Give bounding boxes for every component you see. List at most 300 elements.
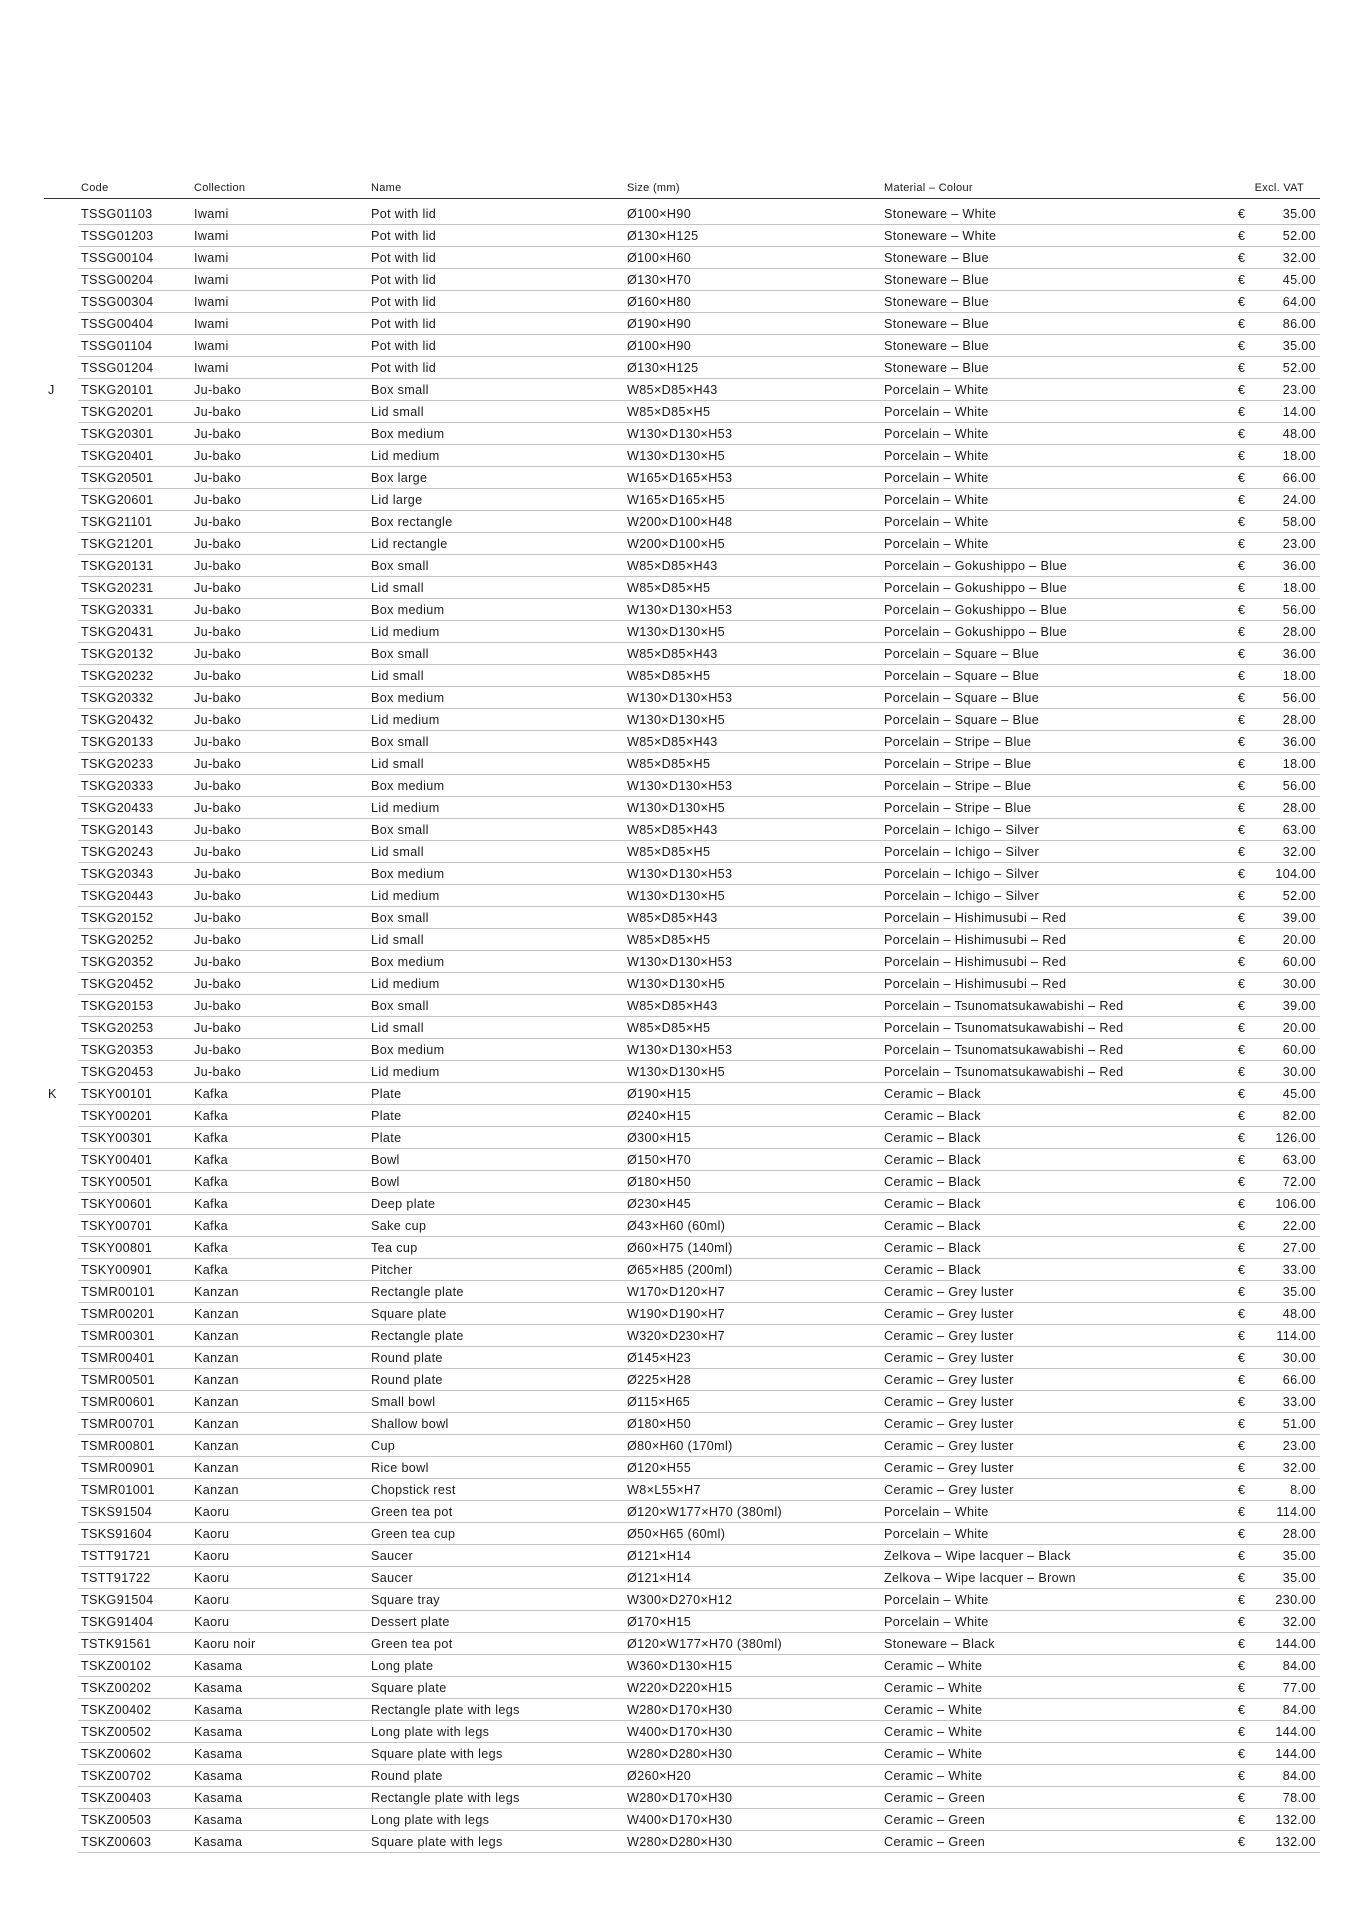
table-row [44,247,1320,269]
cell-code: TSKZ00402 [81,1703,152,1717]
cell-currency: € [1238,1813,1246,1827]
cell-code: TSTT91722 [81,1571,151,1585]
cell-code: TSSG01103 [81,207,153,221]
cell-price: 66.00 [1282,1373,1316,1387]
cell-price: 35.00 [1282,207,1316,221]
cell-currency: € [1238,1681,1246,1695]
cell-collection: Ju-bako [194,911,242,925]
cell-code: TSMR00201 [81,1307,155,1321]
cell-collection: Iwami [194,229,229,243]
table-row [44,621,1320,643]
cell-price: 132.00 [1275,1835,1316,1849]
cell-price: 18.00 [1282,757,1316,771]
header-material: Material – Colour [884,182,973,194]
cell-material: Ceramic – Grey luster [884,1285,1014,1299]
cell-name: Pot with lid [371,273,437,287]
cell-price: 36.00 [1282,647,1316,661]
cell-code: TSKY00301 [81,1131,153,1145]
cell-name: Lid medium [371,801,440,815]
cell-material: Porcelain – Ichigo – Silver [884,867,1040,881]
cell-name: Bowl [371,1153,400,1167]
cell-currency: € [1238,1351,1246,1365]
cell-size: W320×D230×H7 [627,1329,726,1343]
table-row [44,1545,1320,1567]
cell-size: W85×D85×H43 [627,735,718,749]
table-row [44,555,1320,577]
cell-currency: € [1238,669,1246,683]
cell-material: Porcelain – Tsunomatsukawabishi – Red [884,999,1124,1013]
cell-code: TSKG20443 [81,889,154,903]
cell-price: 60.00 [1282,955,1316,969]
cell-size: Ø230×H45 [627,1197,692,1211]
cell-collection: Kafka [194,1219,228,1233]
cell-material: Ceramic – Grey luster [884,1329,1014,1343]
table-row [44,1633,1320,1655]
cell-name: Rice bowl [371,1461,429,1475]
cell-price: 8.00 [1290,1483,1316,1497]
cell-price: 30.00 [1282,1065,1316,1079]
cell-material: Porcelain – Tsunomatsukawabishi – Red [884,1065,1124,1079]
cell-code: TSKY00701 [81,1219,153,1233]
cell-material: Porcelain – White [884,471,989,485]
cell-name: Rectangle plate [371,1329,464,1343]
cell-price: 144.00 [1275,1637,1316,1651]
cell-code: TSSG01203 [81,229,154,243]
cell-size: W130×D130×H53 [627,867,733,881]
cell-name: Pot with lid [371,295,437,309]
cell-price: 18.00 [1282,581,1316,595]
cell-price: 32.00 [1282,1615,1316,1629]
cell-price: 28.00 [1282,801,1316,815]
cell-currency: € [1238,1329,1246,1343]
cell-name: Lid small [371,581,424,595]
cell-price: 52.00 [1282,889,1316,903]
cell-material: Stoneware – Black [884,1637,995,1651]
cell-name: Cup [371,1439,396,1453]
cell-price: 39.00 [1282,999,1316,1013]
cell-size: Ø120×W177×H70 (380ml) [627,1637,783,1651]
cell-collection: Kasama [194,1769,243,1783]
cell-size: W130×D130×H53 [627,779,733,793]
cell-material: Ceramic – Black [884,1175,981,1189]
table-row [44,1655,1320,1677]
cell-code: TSKG20332 [81,691,154,705]
cell-price: 51.00 [1282,1417,1316,1431]
cell-price: 20.00 [1282,933,1316,947]
cell-currency: € [1238,1065,1246,1079]
cell-price: 56.00 [1282,691,1316,705]
cell-collection: Ju-bako [194,999,242,1013]
cell-collection: Ju-bako [194,559,242,573]
cell-code: TSKG20132 [81,647,154,661]
cell-material: Porcelain – White [884,1593,989,1607]
cell-currency: € [1238,977,1246,991]
cell-collection: Kafka [194,1241,228,1255]
cell-currency: € [1238,1439,1246,1453]
cell-currency: € [1238,867,1246,881]
cell-currency: € [1238,1263,1246,1277]
cell-currency: € [1238,691,1246,705]
cell-currency: € [1238,1505,1246,1519]
cell-price: 30.00 [1282,977,1316,991]
cell-currency: € [1238,1417,1246,1431]
cell-collection: Iwami [194,317,229,331]
cell-price: 30.00 [1282,1351,1316,1365]
cell-name: Pot with lid [371,229,437,243]
cell-size: W85×D85×H5 [627,757,711,771]
cell-material: Porcelain – White [884,1527,989,1541]
cell-name: Box medium [371,427,445,441]
cell-collection: Ju-bako [194,977,242,991]
cell-collection: Kafka [194,1153,228,1167]
cell-price: 48.00 [1282,1307,1316,1321]
cell-name: Long plate with legs [371,1725,490,1739]
cell-code: TSKG20431 [81,625,154,639]
cell-collection: Kasama [194,1835,243,1849]
cell-size: W85×D85×H43 [627,559,718,573]
cell-collection: Ju-bako [194,757,242,771]
cell-material: Porcelain – Square – Blue [884,647,1040,661]
cell-material: Porcelain – White [884,427,989,441]
cell-size: Ø190×H15 [627,1087,692,1101]
header-size: Size (mm) [627,182,680,194]
cell-collection: Kasama [194,1703,243,1717]
table-row [44,1303,1320,1325]
cell-collection: Kanzan [194,1439,239,1453]
cell-code: TSKG20452 [81,977,154,991]
cell-material: Porcelain – Gokushippo – Blue [884,603,1068,617]
cell-price: 82.00 [1282,1109,1316,1123]
cell-code: TSKY00101 [81,1087,153,1101]
cell-material: Ceramic – White [884,1659,983,1673]
cell-price: 33.00 [1282,1395,1316,1409]
cell-code: TSSG01204 [81,361,154,375]
table-row [44,379,1320,401]
cell-price: 60.00 [1282,1043,1316,1057]
cell-code: TSKG20331 [81,603,154,617]
cell-material: Ceramic – Grey luster [884,1439,1014,1453]
cell-size: W200×D100×H5 [627,537,726,551]
cell-code: TSKZ00403 [81,1791,152,1805]
cell-price: 22.00 [1282,1219,1316,1233]
cell-price: 18.00 [1282,449,1316,463]
cell-collection: Kasama [194,1681,243,1695]
cell-code: TSKZ00702 [81,1769,152,1783]
cell-price: 132.00 [1275,1813,1316,1827]
cell-size: Ø80×H60 (170ml) [627,1439,733,1453]
cell-price: 64.00 [1282,295,1316,309]
cell-collection: Kaoru [194,1549,230,1563]
cell-price: 52.00 [1282,229,1316,243]
cell-currency: € [1238,801,1246,815]
table-header [44,178,1320,199]
index-letter: K [48,1087,57,1101]
cell-name: Long plate with legs [371,1813,490,1827]
cell-name: Rectangle plate with legs [371,1791,520,1805]
cell-size: Ø130×H125 [627,229,699,243]
cell-code: TSKZ00202 [81,1681,152,1695]
cell-name: Pot with lid [371,339,437,353]
cell-size: Ø180×H50 [627,1417,692,1431]
cell-code: TSSG00404 [81,317,154,331]
cell-code: TSKG20252 [81,933,154,947]
cell-material: Ceramic – Grey luster [884,1483,1014,1497]
cell-price: 20.00 [1282,1021,1316,1035]
cell-size: Ø50×H65 (60ml) [627,1527,726,1541]
cell-currency: € [1238,1131,1246,1145]
cell-currency: € [1238,713,1246,727]
cell-collection: Ju-bako [194,647,242,661]
cell-name: Saucer [371,1549,414,1563]
cell-currency: € [1238,493,1246,507]
cell-price: 56.00 [1282,779,1316,793]
cell-collection: Ju-bako [194,493,242,507]
cell-size: Ø225×H28 [627,1373,692,1387]
cell-material: Zelkova – Wipe lacquer – Black [884,1549,1071,1563]
cell-material: Porcelain – Hishimusubi – Red [884,933,1067,947]
cell-currency: € [1238,1307,1246,1321]
cell-material: Porcelain – Stripe – Blue [884,735,1032,749]
cell-price: 27.00 [1282,1241,1316,1255]
cell-material: Ceramic – Black [884,1087,981,1101]
cell-name: Lid small [371,845,424,859]
cell-price: 66.00 [1282,471,1316,485]
cell-code: TSKY00201 [81,1109,153,1123]
cell-code: TSMR00601 [81,1395,155,1409]
cell-currency: € [1238,823,1246,837]
cell-material: Porcelain – Stripe – Blue [884,779,1032,793]
cell-collection: Ju-bako [194,823,242,837]
cell-material: Ceramic – Black [884,1219,981,1233]
cell-currency: € [1238,933,1246,947]
table-row [44,665,1320,687]
cell-price: 52.00 [1282,361,1316,375]
cell-size: W170×D120×H7 [627,1285,726,1299]
cell-size: W85×D85×H43 [627,647,718,661]
cell-code: TSMR00501 [81,1373,155,1387]
cell-material: Stoneware – White [884,207,997,221]
cell-name: Lid small [371,757,424,771]
cell-currency: € [1238,625,1246,639]
table-row [44,1347,1320,1369]
table-row [44,1017,1320,1039]
header-code: Code [81,182,109,194]
table-row [44,599,1320,621]
table-row [44,775,1320,797]
cell-name: Lid small [371,669,424,683]
cell-price: 33.00 [1282,1263,1316,1277]
cell-price: 28.00 [1282,625,1316,639]
cell-collection: Kanzan [194,1395,239,1409]
cell-name: Long plate [371,1659,434,1673]
cell-size: W130×D130×H5 [627,977,726,991]
cell-material: Ceramic – White [884,1747,983,1761]
cell-name: Bowl [371,1175,400,1189]
cell-currency: € [1238,295,1246,309]
cell-price: 18.00 [1282,669,1316,683]
cell-material: Porcelain – Gokushippo – Blue [884,625,1068,639]
cell-currency: € [1238,603,1246,617]
cell-size: W360×D130×H15 [627,1659,733,1673]
cell-currency: € [1238,361,1246,375]
cell-name: Round plate [371,1769,443,1783]
table-row [44,1699,1320,1721]
cell-code: TSKS91604 [81,1527,153,1541]
cell-material: Stoneware – Blue [884,295,990,309]
table-row [44,1391,1320,1413]
cell-code: TSKG20232 [81,669,154,683]
table-row [44,687,1320,709]
cell-name: Pitcher [371,1263,413,1277]
cell-size: Ø160×H80 [627,295,692,309]
cell-collection: Ju-bako [194,889,242,903]
cell-code: TSMR00101 [81,1285,155,1299]
cell-name: Box medium [371,603,445,617]
cell-price: 24.00 [1282,493,1316,507]
cell-size: Ø190×H90 [627,317,692,331]
cell-name: Box small [371,823,429,837]
cell-code: TSKG20433 [81,801,154,815]
cell-collection: Kasama [194,1659,243,1673]
cell-name: Pot with lid [371,361,437,375]
cell-currency: € [1238,1637,1246,1651]
table-row [44,1215,1320,1237]
cell-size: Ø150×H70 [627,1153,692,1167]
cell-collection: Kanzan [194,1461,239,1475]
table-row [44,841,1320,863]
cell-size: W400×D170×H30 [627,1725,733,1739]
cell-currency: € [1238,1549,1246,1563]
cell-collection: Ju-bako [194,735,242,749]
cell-size: W130×D130×H5 [627,889,726,903]
cell-material: Porcelain – Hishimusubi – Red [884,955,1067,969]
table-row [44,1105,1320,1127]
cell-name: Plate [371,1131,402,1145]
table-row [44,929,1320,951]
cell-collection: Kanzan [194,1351,239,1365]
cell-code: TSKG20133 [81,735,154,749]
cell-material: Stoneware – White [884,229,997,243]
header-price: Excl. VAT [1254,182,1304,194]
table-row [44,313,1320,335]
table-row [44,467,1320,489]
cell-name: Round plate [371,1373,443,1387]
cell-code: TSKG20453 [81,1065,154,1079]
cell-name: Lid small [371,933,424,947]
cell-price: 35.00 [1282,1285,1316,1299]
cell-name: Dessert plate [371,1615,450,1629]
cell-code: TSKG20253 [81,1021,154,1035]
cell-collection: Ju-bako [194,405,242,419]
cell-size: Ø130×H70 [627,273,692,287]
cell-material: Ceramic – Black [884,1263,981,1277]
cell-currency: € [1238,1483,1246,1497]
cell-price: 114.00 [1276,1329,1316,1343]
cell-currency: € [1238,1769,1246,1783]
cell-size: W130×D130×H5 [627,713,726,727]
cell-collection: Kafka [194,1109,228,1123]
cell-name: Box medium [371,867,445,881]
cell-size: W85×D85×H43 [627,999,718,1013]
cell-material: Porcelain – Gokushippo – Blue [884,581,1068,595]
cell-code: TSKG20352 [81,955,154,969]
cell-currency: € [1238,1219,1246,1233]
cell-code: TSTT91721 [81,1549,151,1563]
cell-size: W280×D170×H30 [627,1791,733,1805]
cell-currency: € [1238,1109,1246,1123]
cell-collection: Ju-bako [194,383,242,397]
table-row [44,1237,1320,1259]
cell-name: Green tea pot [371,1505,453,1519]
cell-collection: Kafka [194,1087,228,1101]
cell-price: 23.00 [1282,1439,1316,1453]
cell-material: Stoneware – Blue [884,339,990,353]
cell-material: Stoneware – Blue [884,251,990,265]
table-row [44,907,1320,929]
cell-material: Porcelain – White [884,537,989,551]
cell-price: 56.00 [1282,603,1316,617]
cell-material: Ceramic – Grey luster [884,1307,1014,1321]
cell-code: TSKG20333 [81,779,154,793]
cell-code: TSKG91504 [81,1593,154,1607]
table-row [44,1743,1320,1765]
cell-price: 72.00 [1282,1175,1316,1189]
cell-name: Rectangle plate [371,1285,464,1299]
cell-collection: Iwami [194,273,229,287]
cell-price: 23.00 [1282,383,1316,397]
cell-material: Ceramic – Grey luster [884,1373,1014,1387]
cell-material: Porcelain – Hishimusubi – Red [884,977,1067,991]
cell-code: TSMR00401 [81,1351,155,1365]
cell-code: TSKG20301 [81,427,154,441]
cell-material: Ceramic – Black [884,1241,981,1255]
cell-code: TSKG21101 [81,515,153,529]
cell-currency: € [1238,1153,1246,1167]
cell-size: W200×D100×H48 [627,515,733,529]
cell-name: Square plate [371,1681,447,1695]
cell-size: W85×D85×H5 [627,405,711,419]
table-row [44,643,1320,665]
cell-collection: Iwami [194,361,229,375]
cell-code: TSKG20243 [81,845,154,859]
table-row [44,1039,1320,1061]
cell-price: 28.00 [1282,1527,1316,1541]
cell-collection: Ju-bako [194,471,242,485]
table-row [44,1501,1320,1523]
table-row [44,1589,1320,1611]
cell-currency: € [1238,999,1246,1013]
table-row [44,335,1320,357]
table-row [44,1479,1320,1501]
cell-collection: Ju-bako [194,427,242,441]
cell-size: W130×D130×H53 [627,955,733,969]
cell-size: W280×D170×H30 [627,1703,733,1717]
cell-collection: Iwami [194,295,229,309]
cell-code: TSKG91404 [81,1615,154,1629]
cell-size: W400×D170×H30 [627,1813,733,1827]
table-row [44,1149,1320,1171]
cell-size: W280×D280×H30 [627,1835,733,1849]
cell-currency: € [1238,1043,1246,1057]
table-row [44,291,1320,313]
cell-currency: € [1238,779,1246,793]
cell-material: Porcelain – Ichigo – Silver [884,845,1040,859]
cell-name: Plate [371,1087,402,1101]
cell-code: TSSG00304 [81,295,154,309]
cell-collection: Ju-bako [194,867,242,881]
cell-currency: € [1238,955,1246,969]
table-row [44,709,1320,731]
